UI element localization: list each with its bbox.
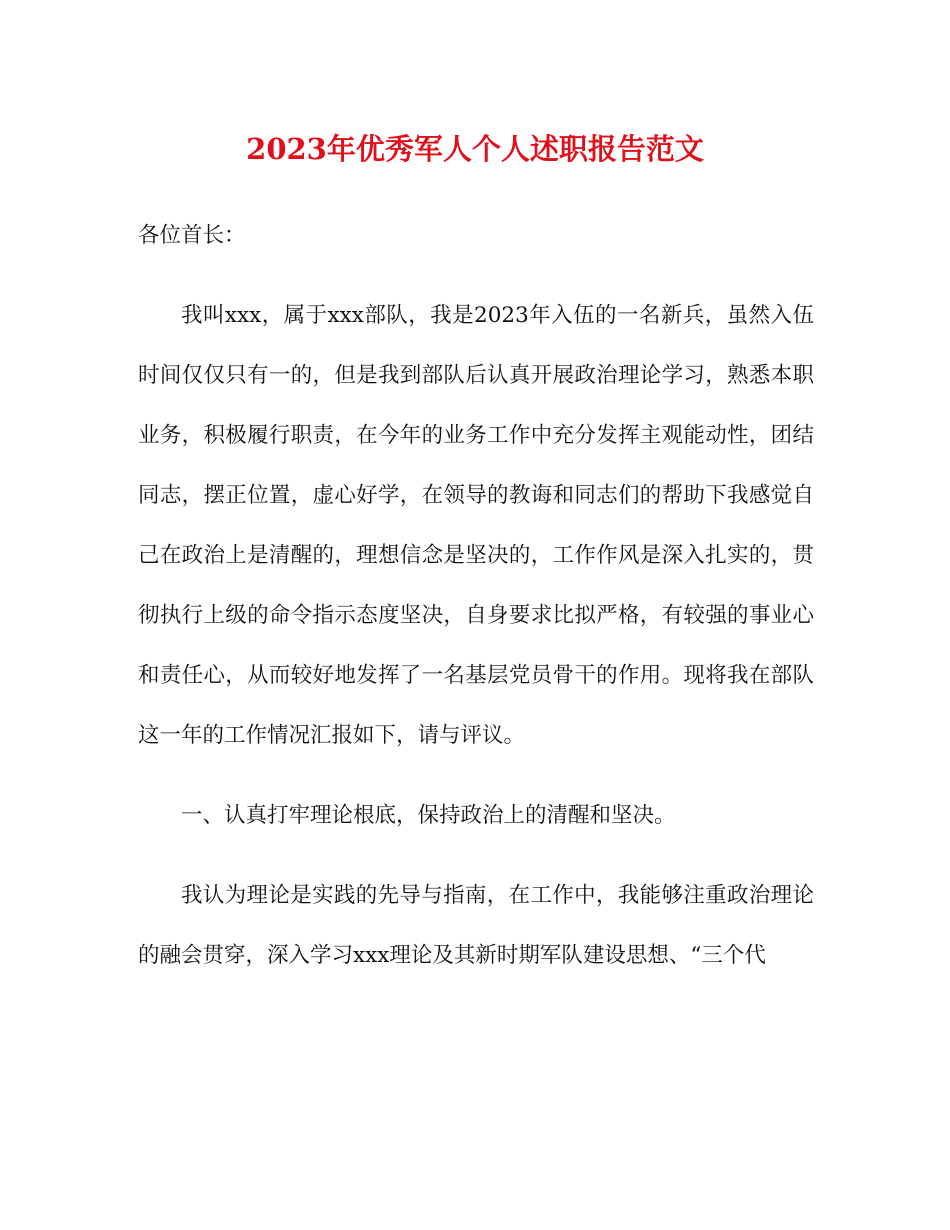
- document-body: [138, 206, 814, 986]
- document-title: 2023年优秀军人个人述职报告范文: [246, 132, 704, 166]
- paragraph-theory: 我认为理论是实践的先导与指南，在工作中，我能够注重政治理论的融会贯穿，深入学习xxx理论及其新时期军队建设思想、“三个代: [138, 883, 814, 968]
- section-heading-1: 一、认真打牢理论根底，保持政治上的清醒和坚决。: [181, 803, 676, 828]
- salutation: 各位首长：: [138, 223, 246, 248]
- paragraph-intro: 我叫xxx，属于xxx部队，我是2023年入伍的一名新兵，虽然入伍时间仅仅只有一的，但是我到部队后认真开展政治理论学习，熟悉本职业务，积极履行职责，在今年的业务工作中充分发挥主观能动性，团结同志，摆正位置，虚心好学，在领导的教诲和同志们的帮助下我感觉自己在政治上是清醒的，理想信念是坚决的，工作作风是深入扎实的，贯彻执行上级的命令指示态度坚决，自身要求比拟严格，有较强的事业心和责任心，从而较好地发挥了一名基层党员骨干的作用。现将我在部队这一年的工作情况汇报如下，请与评议。: [138, 303, 814, 748]
